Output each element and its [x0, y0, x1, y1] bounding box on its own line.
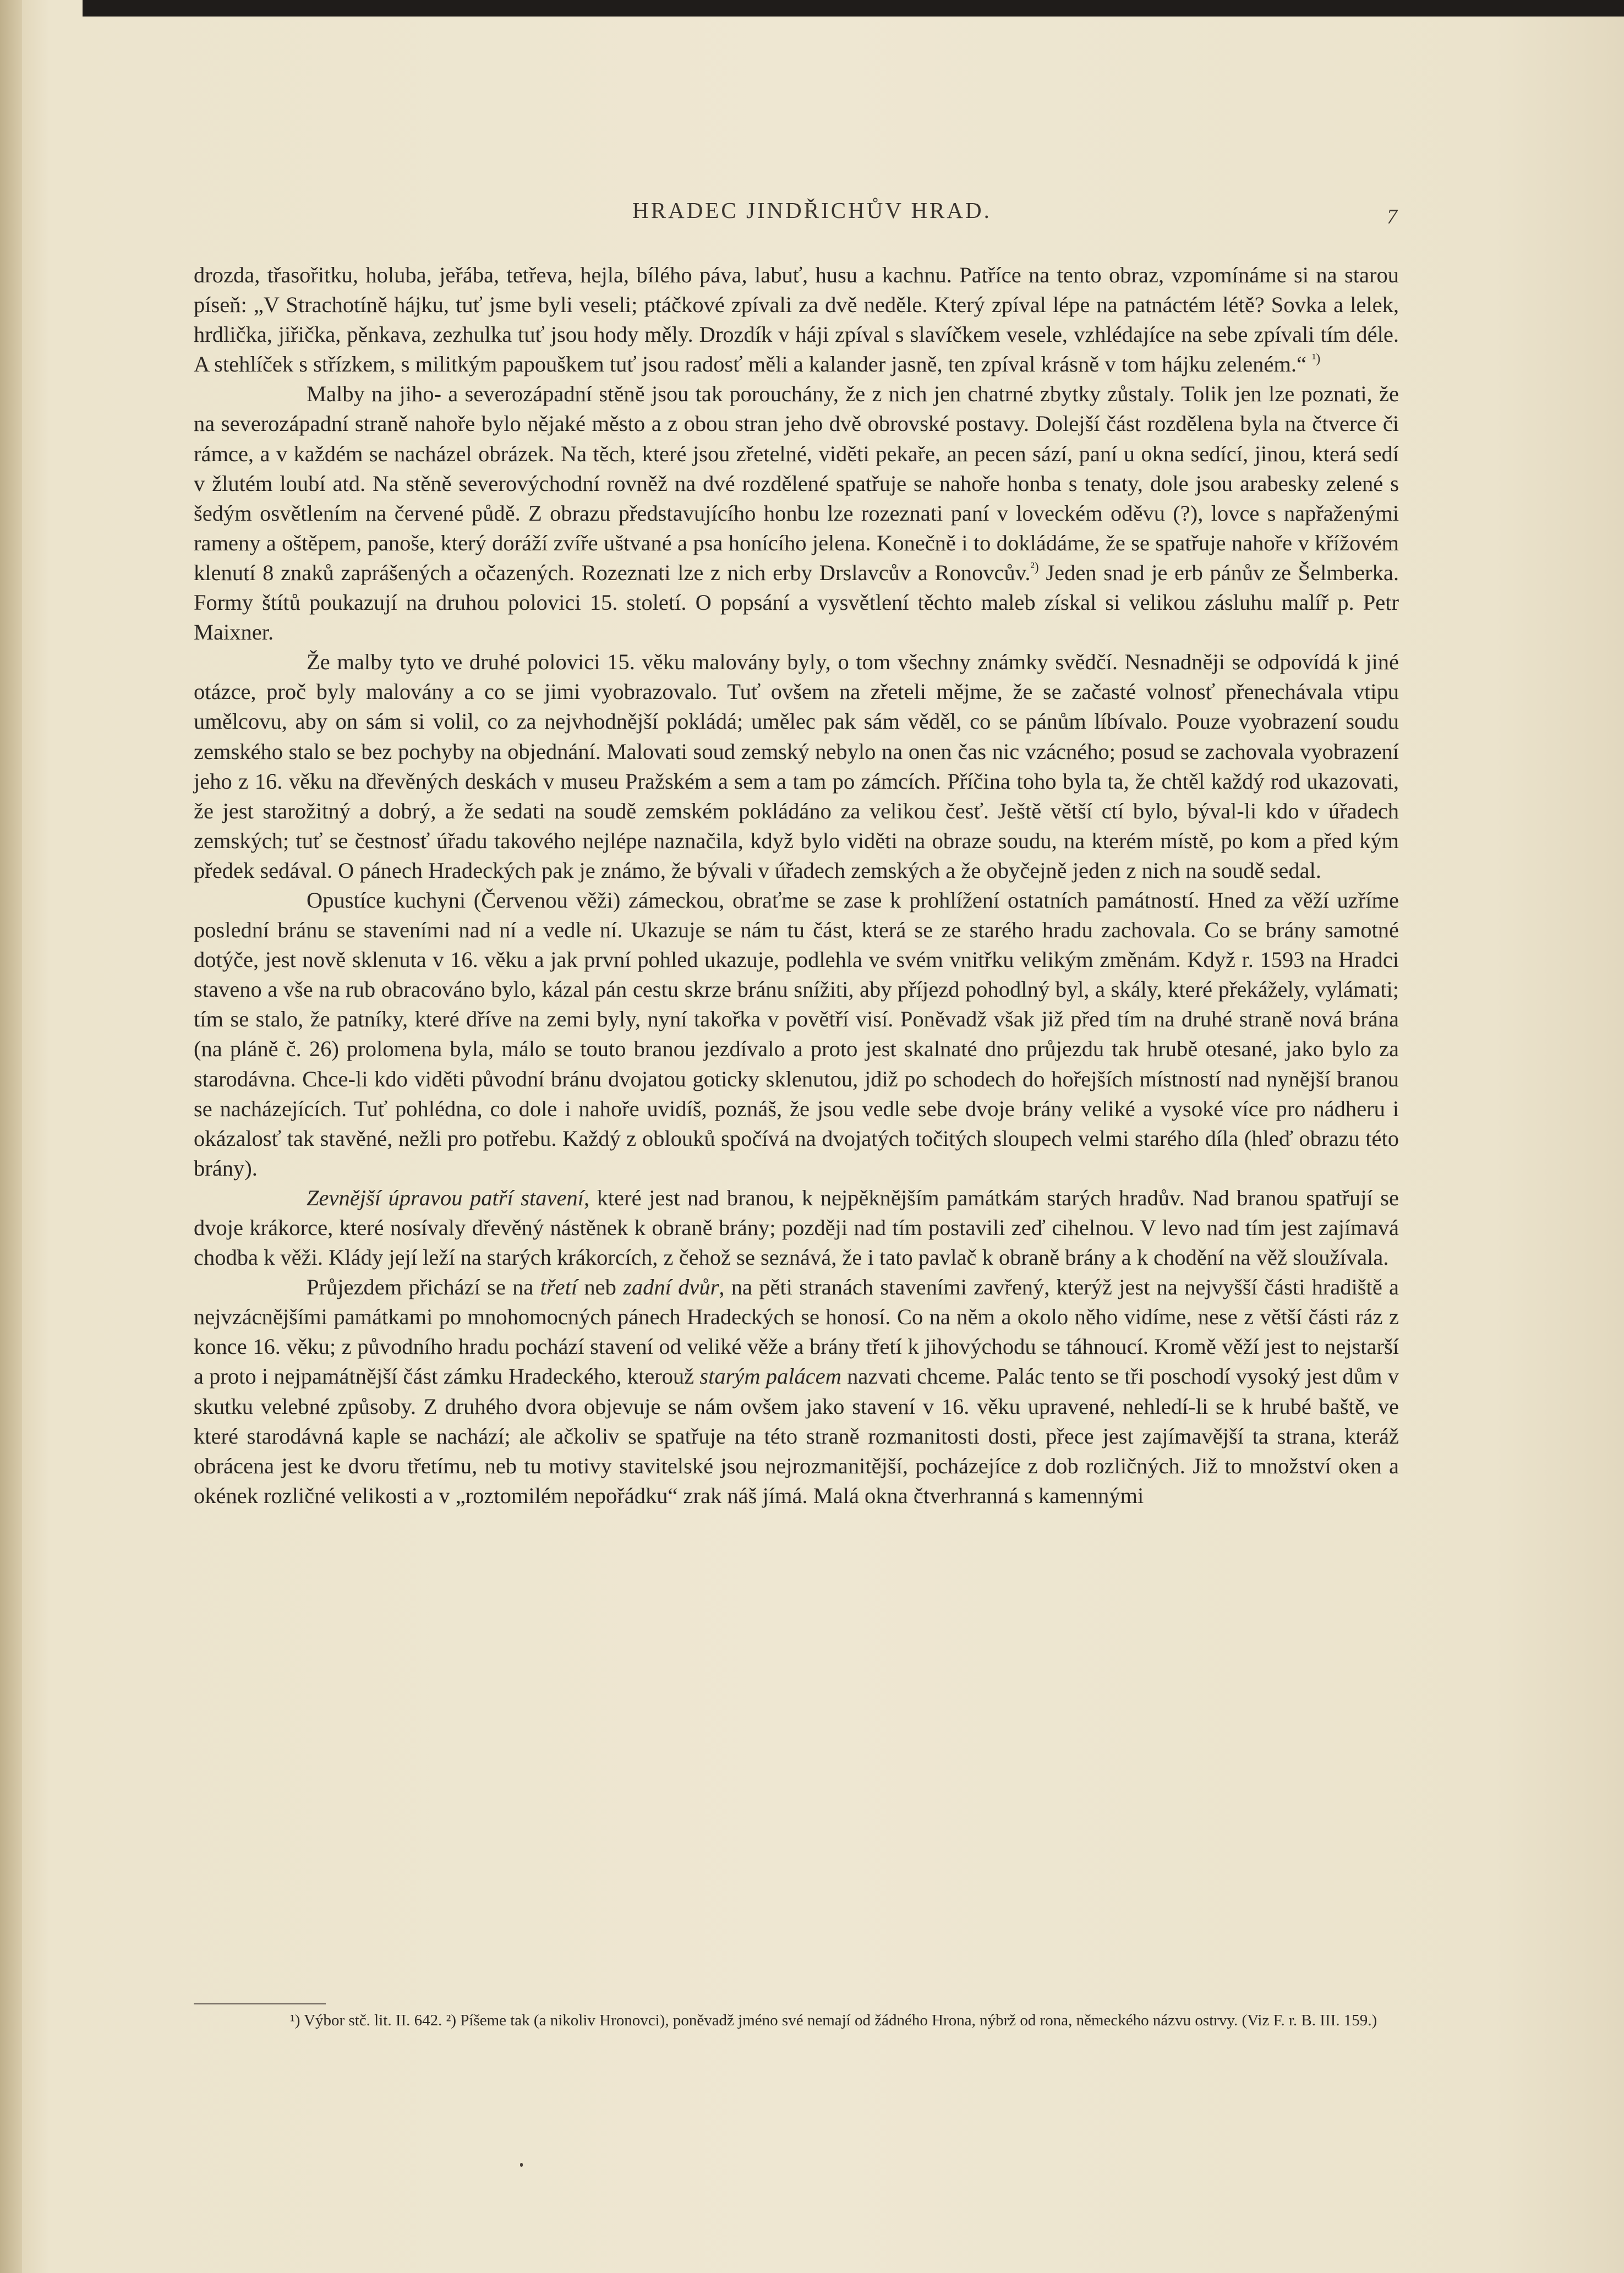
footnote-ref-1[interactable]: ¹) [1312, 352, 1321, 367]
paragraph-6-text-2: neb [577, 1275, 624, 1300]
paragraph-2 [194, 379, 1399, 647]
footnotes [194, 2010, 1399, 2031]
paragraph-6-text-3: , na pěti stranách staveními zavřený, kterýž jest na nejvyšší části hradiště a nejvzácnějšími památkami po mnohomocných pánech Hradeckých se honosí. Co na něm a okolo něho vidíme, nese z větší části ráz z konce 16. věku; z původního hradu pochází stavení od veliké věže a brány třetí k jihovýchodu se táhnoucí. Kromě věží jest to nejstarší a proto i nejpamátnější část zámku Hradeckého, kterouž [194, 1275, 1399, 1389]
paragraph-5-emphasis: Zevnější úpravou patří stavení [307, 1185, 584, 1210]
paragraph-4: Opustíce kuchyni (Červenou věži) zámeckou, obraťme se zase k prohlížení ostatních památností. Hned za věží uzříme poslední bránu se staveními nad ní a vedle ní. Ukazuje se nám tu část, která se ze starého hradu zachovala. Co se brány samotné dotýče, jest nově sklenuta v 16. věku a jak první pohled ukazuje, podlehla ve svém vnitřku velikým změnám. Když r. 1593 na Hradci staveno a vše na rub obracováno bylo, kázal pán cestu skrze bránu snížiti, aby příjezd pohodlný byl, a skály, které překážely, vylámati; tím se stalo, že patníky, které dříve na zemi byly, nyní takořka v povětří visí. Poněvadž však již před tím na druhé straně nová brána (na pláně č. 26) prolomena byla, málo se touto branou jezdívalo a proto jest skalnaté dno průjezdu tak hrubě otesané, jako bylo za starodávna. Chce-li kdo viděti původní bránu dvojatou goticky sklenutou, jdiž po schodech do hořejších místností nad nynější branou se nacházejících. Tuť pohlédna, co dole i nahoře uvidíš, poznáš, že jsou vedle sebe dvoje brány veliké a vysoké více pro nádheru i okázalosť tak stavěné, nežli pro potřebu. Každý z oblouků spočívá na dvojatých točitých sloupech velmi starého díla (hleď obrazu této brány). [194, 887, 1399, 1181]
running-head: HRADEC JINDŘICHŮV HRAD. [632, 198, 992, 223]
paragraph-6-emphasis-2: zadní dvůr [623, 1275, 719, 1300]
ink-speck [520, 2163, 523, 2167]
paragraph-6-text-4: nazvati chceme. Palác tento se tři poschodí vysoký jest dům v skutku velebné způsoby. Z druhého dvora objevuje se nám ovšem jako stavení v 16. věku upravené, nehledí-li se k hrubé baště, ve které starodávná kaple se nachází; ale ačkoliv se spatřuje na této straně rozmanitosti dosti, přece jest zajímavější ta strana, kteráž obrácena jest ke dvoru třetímu, neb tu motivy stavitelské jsou nejrozmanitější, pocházejíce z dob rozličných. Již to množství oken a okének rozličné velikosti a v „roztomilém nepořádku“ zrak náš jímá. Malá okna čtverhranná s kamennými [194, 1364, 1399, 1508]
paragraph-5-text: , které jest nad branou, k nejpěknějším památkám starých hradův. Nad branou spatřují se dvoje krákorce, které nosívaly dřevěný nástěnek k obraně brány; později nad tím postavili zeď cihelnou. V levo nad tím jest zajímavá chodba k věži. Klády její leží na starých krákorcích, z čehož se seznává, že i tato pavlač k obraně brány a k chodění na věž sloužívala. [194, 1185, 1399, 1270]
paragraph-2-text-b: Jeden snad je erb pánův ze Šelmberka. Formy štítů poukazují na druhou polovici 15. století. O popsání a vysvětlení těchto maleb získal si velikou zásluhu malíř p. Petr Maixner. [194, 560, 1399, 645]
paragraph-6-emphasis-1: třetí [540, 1275, 578, 1300]
body-text [194, 260, 1399, 1511]
footnote-text: ¹) Výbor stč. lit. II. 642. ²) Píšeme tak (a nikoliv Hronovci), poněvadž jméno své nemají od žádného Hrona, nýbrž od rona, německého názvu ostrvy. (Viz F. r. B. III. 159.) [290, 2012, 1377, 2029]
scan-edge-bar [83, 0, 1624, 17]
paragraph-6-text-1: Průjezdem přichází se na [307, 1275, 540, 1300]
footnote-ref-2[interactable]: ²) [1030, 560, 1039, 575]
paragraph-2-text-a: Malby na jiho- a severozápadní stěně jsou tak porouchány, že z nich jen chatrné zbytky zůstaly. Tolik jen lze poznati, že na severozápadní straně nahoře bylo nějaké město a z obou stran jeho dvě obrovské postavy. Dolejší část rozdělena byla na čtverce či rámce, a v každém se nacházel obrázek. Na těch, které jsou zřetelné, viděti pekaře, an pecen sází, paní u okna sedící, jinou, která sedí v žlutém loubí atd. Na stěně severovýchodní rovněž na dvé rozdělené spatřuje se nahoře honba s tenaty, dole jsou arabesky zelené s šedým osvětlením na červené půdě. Z obrazu představujícího honbu lze rozeznati paní v loveckém oděvu (?), lovce s napřaženými rameny a oštěpem, panoše, který doráží zvíře uštvané a psa honícího jelena. Konečně i to dokládáme, že se spatřuje nahoře v křížovém klenutí 8 znaků zaprášených a očazených. Rozeznati lze z nich erby Drslavcův a Ronovcův. [194, 381, 1399, 585]
paragraph-6-emphasis-3: starým palácem [699, 1364, 841, 1389]
paragraph-1-text: drozda, třasořitku, holuba, jeřába, tetřeva, hejla, bílého páva, labuť, husu a kachnu. Patříce na tento obraz, vzpomínáme si na starou píseň: „V Strachotíně hájku, tuť jsme byli veseli; ptáčkové zpívali za dvě neděle. Který zpíval lépe na patnáctém létě? Sovka a lelek, hrdlička, jiřička, pěnkava, zezhulka tuť jsou hody měly. Drozdík v háji zpíval s slavíčkem vesele, vzhlédajíce na sebe zpívali tím déle. A stehlíček s střízkem, s militkým papouškem tuť jsou radosť měli a kalander jasně, ten zpíval krásně v tom hájku zeleném.“ [194, 263, 1399, 377]
page-gutter-shadow [0, 0, 22, 2273]
footnote-divider [194, 2003, 326, 2004]
paragraph-5 [194, 1183, 1399, 1272]
paragraph-1 [194, 260, 1399, 379]
page-number: 7 [1387, 205, 1397, 228]
paragraph-3: Že malby tyto ve druhé polovici 15. věku malovány byly, o tom všechny známky svědčí. Nesnadněji se odpovídá k jiné otázce, proč byly malovány a co se jimi vyobrazovalo. Tuť ovšem na zřeteli mějme, že se začasté volnosť přenechávala vtipu umělcovu, aby on sám si volil, co za nejvhodnější pokládá; umělec pak sám věděl, co se pánům líbívalo. Pouze vyobrazení soudu zemského stalo se bez pochyby na objednání. Malovati soud zemský nebylo na onen čas nic vzácného; posud se zachovala vyobrazení jeho z 16. věku na dřevěných deskách v museu Pražském a sem a tam po zámcích. Příčina toho byla ta, že chtěl každý rod ukazovati, že jest starožitný a dobrý, a že sedati na soudě zemském pokládáno za velikou česť. Ještě větší ctí bylo, býval-li kdo v úřadech zemských; tuť se čestnosť úřadu takového nejlépe naznačila, když bylo viděti na obraze soudu, na kterém místě, po kom a před kým předek sedával. O pánech Hradeckých pak je známo, že bývali v úřadech zemských a že obyčejně jeden z nich na soudě sedal. [194, 649, 1399, 883]
paragraph-6 [194, 1272, 1399, 1511]
